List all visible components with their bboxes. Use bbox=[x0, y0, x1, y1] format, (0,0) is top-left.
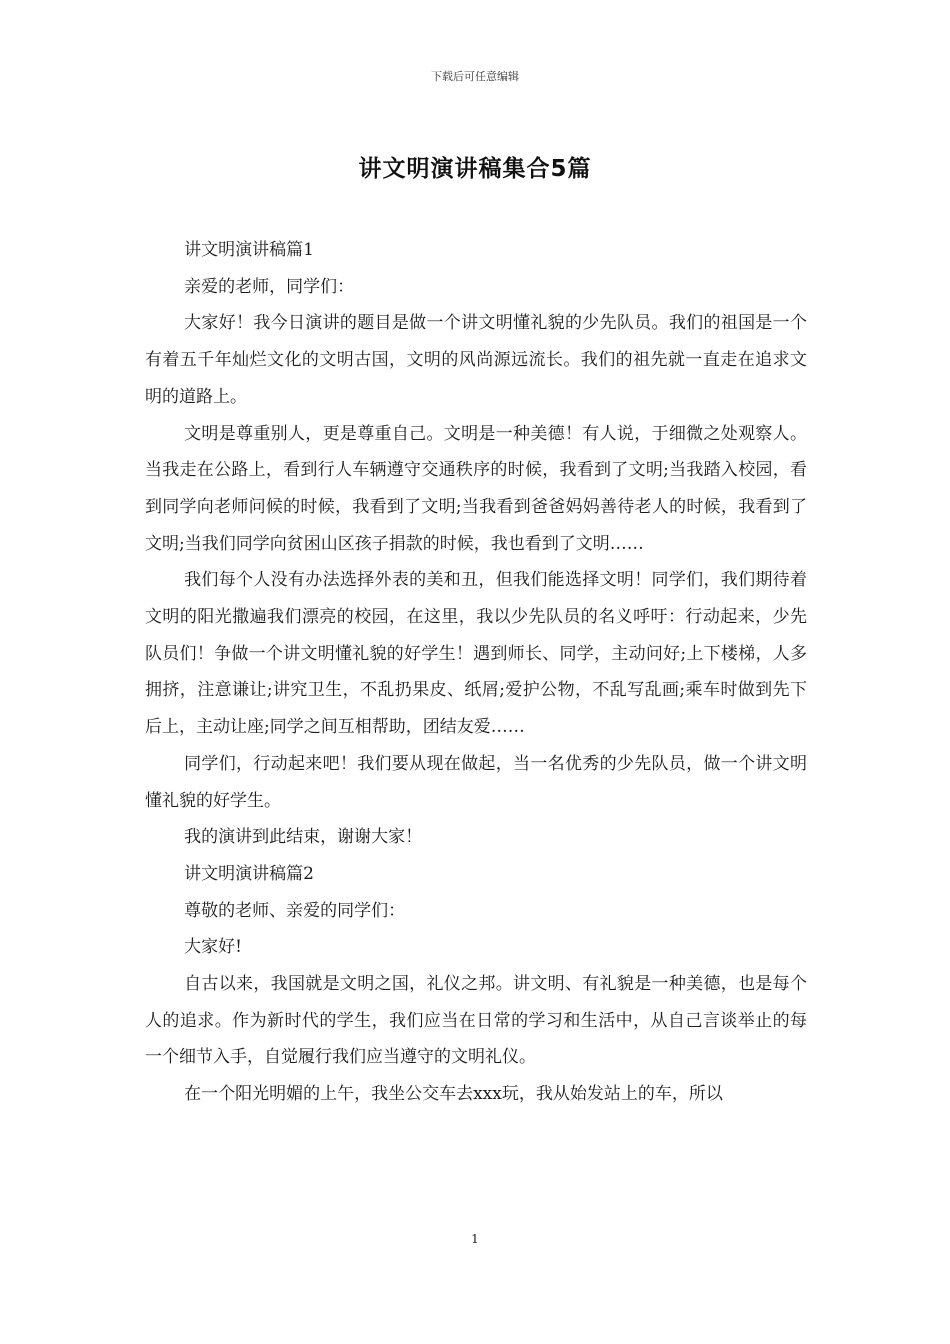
paragraph: 我的演讲到此结束，谢谢大家！ bbox=[184, 827, 423, 848]
section-heading: 讲文明演讲稿篇2 bbox=[184, 863, 314, 884]
paragraph: 自古以来，我国就是文明之国，礼仪之邦。讲文明、有礼貌是一种美德，也是每个人的追求。作为新时代的学生，我们应当在日常的学习和生活中，从自己言谈举止的每一个细节入手，自觉履行我们应当遵守的文明礼仪。 bbox=[145, 974, 807, 1068]
salutation: 亲爱的老师，同学们： bbox=[184, 276, 355, 297]
section-heading: 讲文明演讲稿篇1 bbox=[184, 240, 314, 260]
greeting: 大家好! bbox=[184, 937, 242, 958]
header-note: 下载后可任意编辑 bbox=[431, 70, 519, 83]
paragraph: 在一个阳光明媚的上午，我坐公交车去xxx玩，我从始发站上的车，所以 bbox=[184, 1084, 723, 1105]
paragraph: 同学们，行动起来吧！我们要从现在做起，当一名优秀的少先队员，做一个讲文明懂礼貌的好学生。 bbox=[145, 753, 807, 811]
paragraph: 大家好！我今日演讲的题目是做一个讲文明懂礼貌的少先队员。我们的祖国是一个有着五千年灿烂文化的文明古国，文明的风尚源远流长。我们的祖先就一直走在追求文明的道路上。 bbox=[145, 313, 807, 407]
paragraph: 文明是尊重别人，更是尊重自己。文明是一种美德！有人说，于细微之处观察人。当我走在公路上，看到行人车辆遵守交通秩序的时候，我看到了文明;当我踏入校园，看到同学向老师问候的时候，我看到了文明;当我看到爸爸妈妈善待老人的时候，我看到了文明;当我们同学向贫困山区孩子捐款的时候，我也看到了文明…… bbox=[145, 423, 807, 554]
document-body bbox=[145, 232, 807, 1113]
paragraph: 我们每个人没有办法选择外表的美和丑，但我们能选择文明！同学们，我们期待着文明的阳光撒遍我们漂亮的校园，在这里，我以少先队员的名义呼吁：行动起来，少先队员们！争做一个讲文明懂礼貌的好学生！遇到师长、同学，主动问好;上下楼梯，人多拥挤，注意谦让;讲究卫生，不乱扔果皮、纸屑;爱护公物，不乱写乱画;乘车时做到先下后上，主动让座;同学之间互相帮助，团结友爱…… bbox=[145, 570, 807, 738]
salutation: 尊敬的老师、亲爱的同学们： bbox=[184, 900, 406, 921]
document-title: 讲文明演讲稿集合5篇 bbox=[358, 156, 592, 182]
page-number: 1 bbox=[471, 1232, 479, 1246]
